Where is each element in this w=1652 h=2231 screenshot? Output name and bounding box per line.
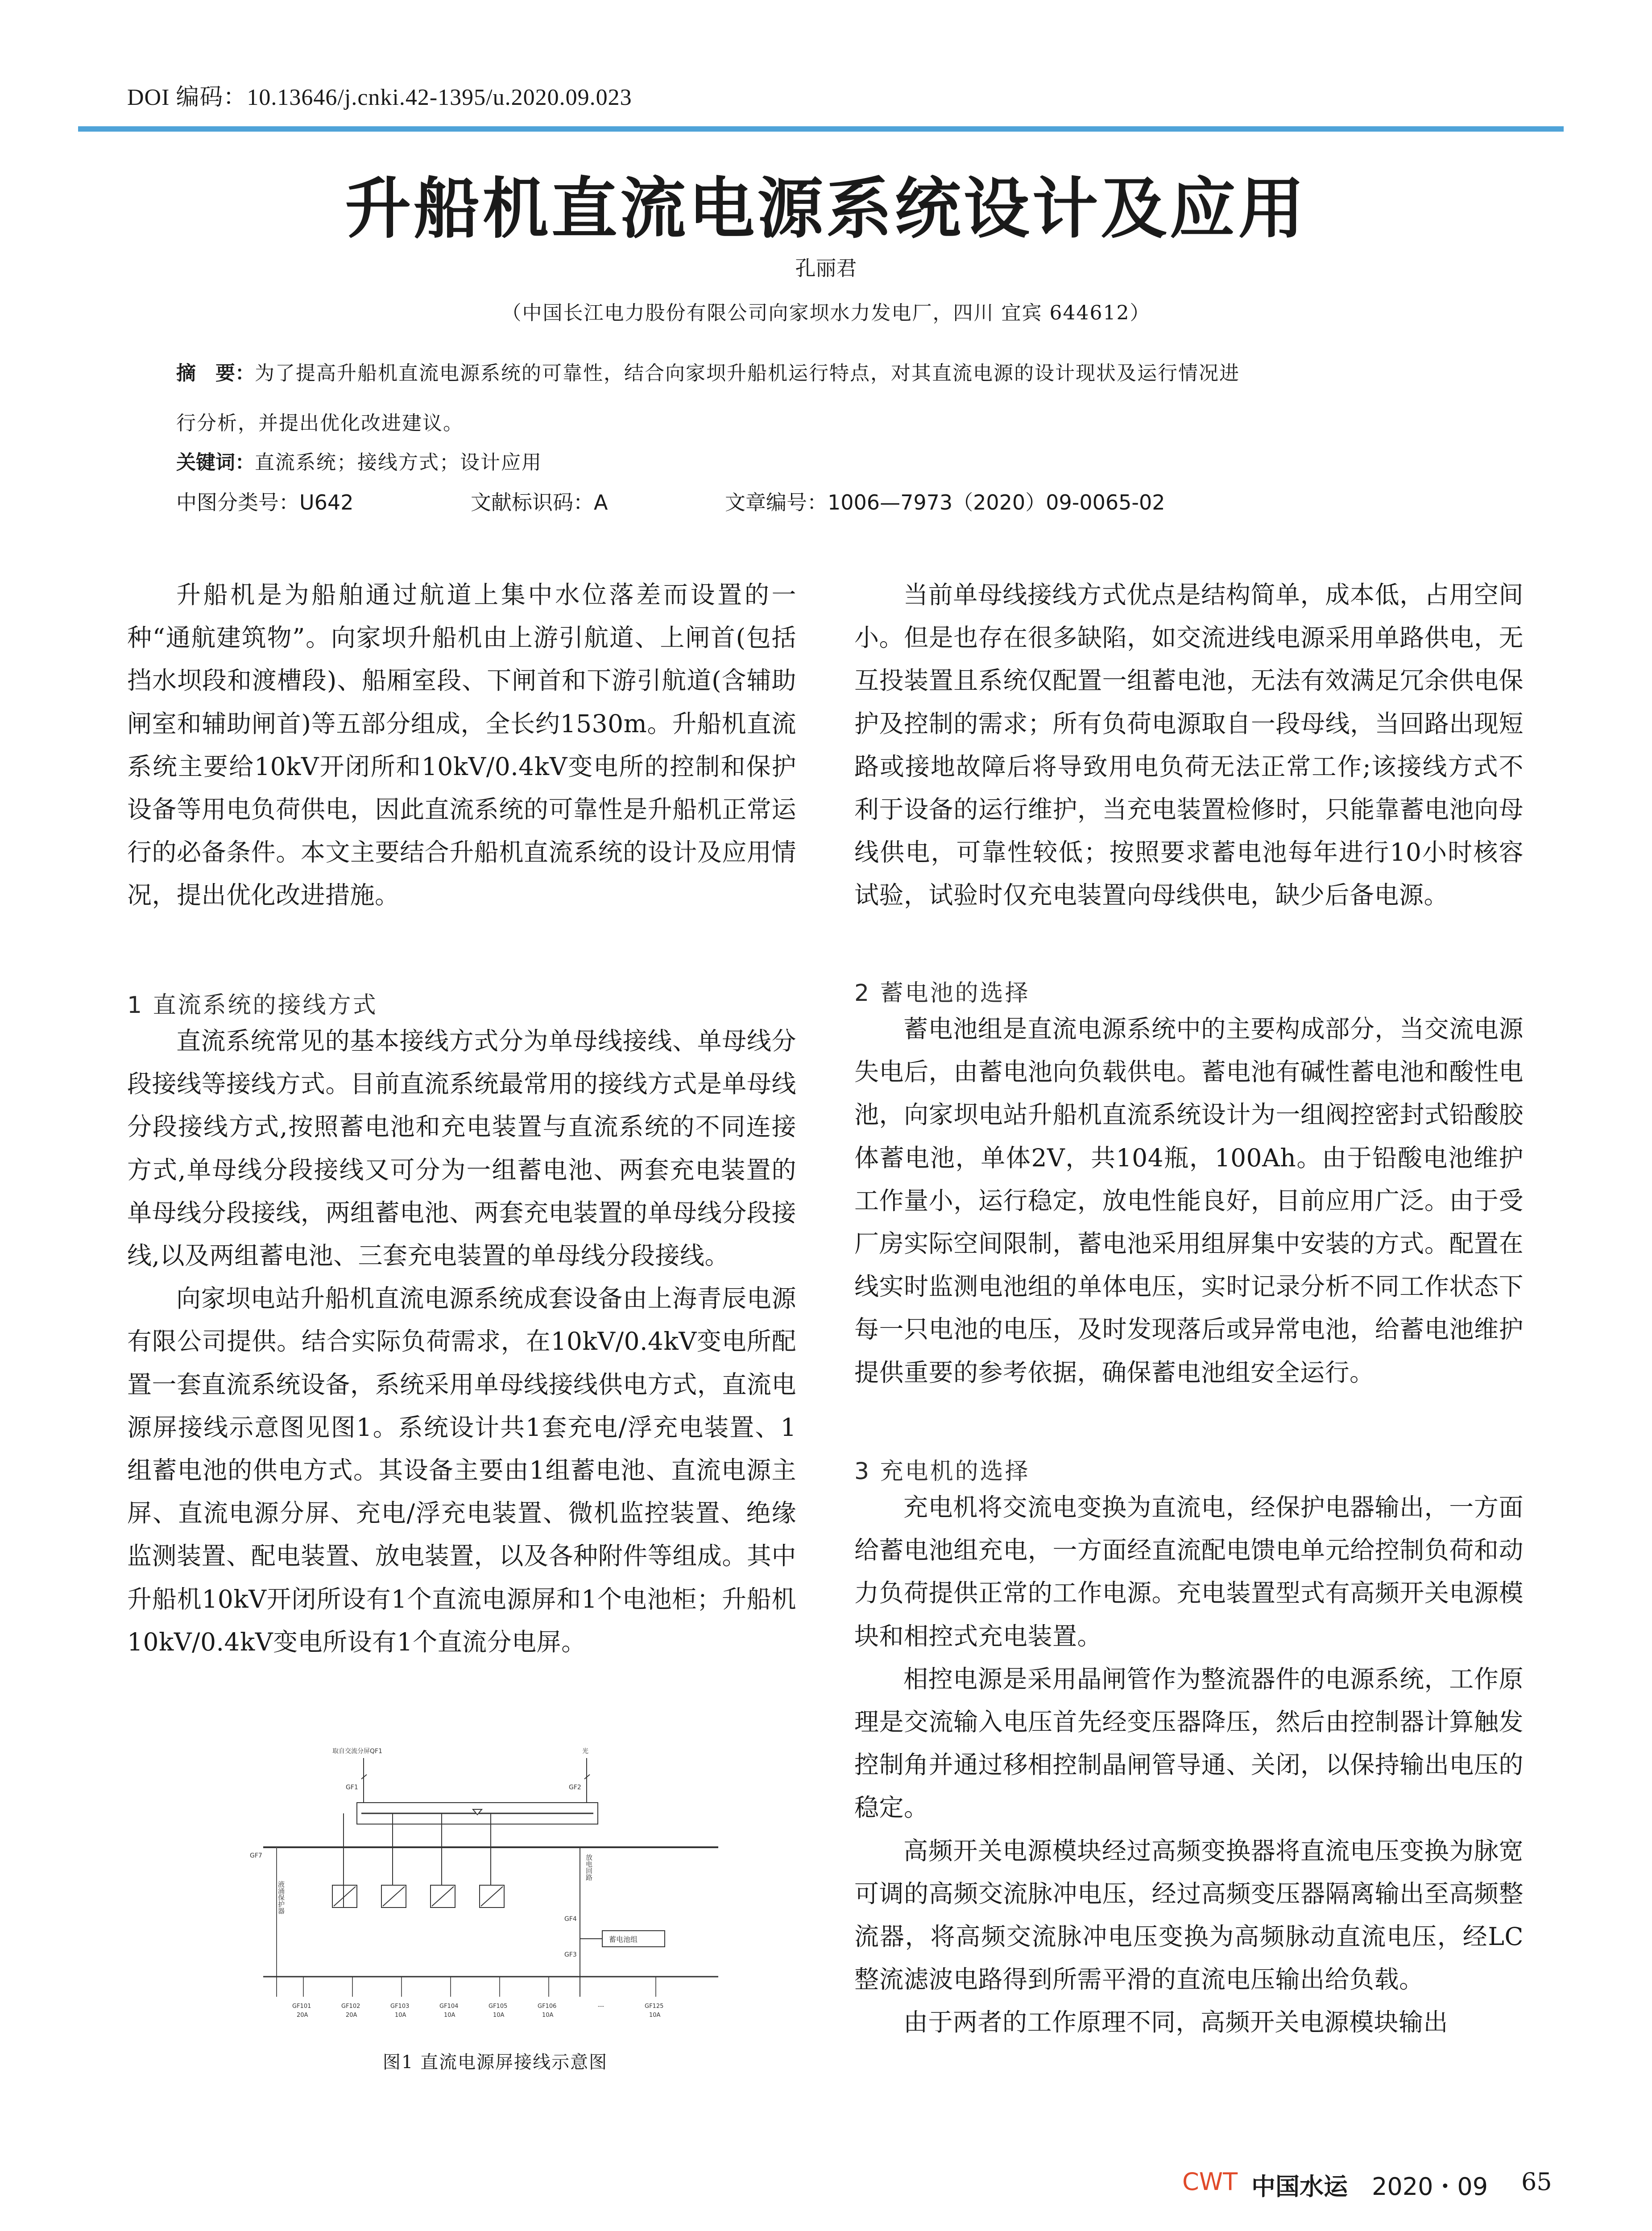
header-divider — [78, 126, 1564, 132]
breaker-rating: 10A — [542, 2012, 554, 2019]
doi-line: DOI 编码：10.13646/j.cnki.42-1395/u.2020.09.023 — [127, 85, 632, 110]
section-1-heading: 1 直流系统的接线方式 — [127, 992, 378, 1019]
single-bus-paragraph: 当前单母线接线方式优点是结构简单，成本低，占用空间小。但是也存在很多缺陷，如交流进线电源采用单路供电，无互投装置且系统仅配置一组蓄电池，无法有效满足冗余供电保护及控制的需求；所有负荷电源取自一段母线，当回路出现短路或接地故障后将导致用电负荷无法正常工作;该接线方式不利于设备的运行维护，当充电装置检修时，只能靠蓄电池向母线供电，可靠性较低；按照要求蓄电池每年进行10小时核容试验，试验时仅充电装置向母线供电，缺少后备电源。 — [854, 581, 1524, 910]
feeder-labels — [292, 2003, 663, 2019]
section-1-paragraph-2: 向家坝电站升船机直流电源系统成套设备由上海青辰电源有限公司提供。结合实际负荷需求，在10kV/0.4kV变电所配置一套直流系统设备，系统采用单母线接线供电方式，直流电源屏接线示意图见图1。系统设计共1套充电/浮充电装置、1组蓄电池的供电方式。其设备主要由1组蓄电池、直流电源主屏、直流电源分屏、充电/浮充电装置、微机监控装置、绝缘监测装置、配电装置、放电装置，以及各种附件等组成。其中升船机10kV开闭所设有1个直流电源屏和1个电池柜；升船机10kV/0.4kV变电所设有1个直流分电屏。 — [127, 1284, 796, 1656]
breaker-name: GF101 — [292, 2003, 311, 2010]
breaker-name: GF125 — [645, 2003, 664, 2010]
section-3-paragraph-1: 充电机将交流电变换为直流电，经保护电器输出，一方面给蓄电池组充电，一方面经直流配电馈电单元给控制负荷和动力负荷提供正常的工作电源。充电装置型式有高频开关电源模块和相控式充电装置。 — [854, 1493, 1524, 1650]
footer-issue: 2020・09 — [1372, 2173, 1488, 2201]
charger-module-1 — [332, 1813, 357, 1908]
section-3-paragraph-4: 由于两者的工作原理不同，高频开关电源模块输出 — [903, 2008, 1449, 2037]
section-1-body — [127, 1020, 796, 1663]
section-2-heading: 2 蓄电池的选择 — [854, 980, 1030, 1007]
keywords-text: 直流系统；接线方式；设计应用 — [255, 451, 542, 474]
abstract-text-2: 行分析，并提出优化改进建议。 — [176, 412, 464, 435]
breaker-rating: 10A — [649, 2012, 661, 2019]
label-ac-source: 取自交流分屏QF1 — [332, 1748, 382, 1755]
keywords-label: 关键词： — [176, 451, 255, 474]
label-gf7: GF7 — [250, 1852, 262, 1859]
footer-magazine: 中国水运 — [1251, 2172, 1348, 2201]
abstract-label: 摘 要： — [176, 362, 255, 385]
clc-number: 中图分类号：U642 — [176, 490, 354, 514]
breaker-name: GF104 — [439, 2003, 459, 2010]
abstract-line-1 — [176, 357, 1240, 386]
breaker-ellipsis: --- — [598, 2003, 604, 2010]
feeder-drops — [303, 1977, 656, 1997]
section-2-paragraph-1: 蓄电池组是直流电源系统中的主要构成部分，当交流电源失电后，由蓄电池向负载供电。蓄电池有碱性蓄电池和酸性电池，向家坝电站升船机直流系统设计为一组阀控密封式铅酸胶体蓄电池，单体2V，共104瓶，100Ah。由于铅酸电池维护工作量小，运行稳定，放电性能良好，目前应用广泛。由于受厂房实际空间限制，蓄电池采用组屏集中安装的方式。配置在线实时监测电池组的单体电压，实时记录分析不同工作状态下每一只电池的电压，及时发现落后或异常电池，给蓄电池维护提供重要的参考依据，确保蓄电池组安全运行。 — [854, 1015, 1524, 1387]
wiring-diagram — [236, 1747, 749, 2024]
label-protector: 液涌保护器 — [277, 1881, 285, 1914]
cwt-mark: CWT — [1182, 2168, 1238, 2196]
charger-module-3 — [431, 1813, 455, 1908]
footer-logo-cwt — [1182, 2168, 1238, 2196]
label-gf2: GF2 — [569, 1784, 581, 1791]
intro-paragraph: 升船机是为船舶通过航道上集中水位落差而设置的一种“通航建筑物”。向家坝升船机由上游引航道、上闸首(包括挡水坝段和渡槽段)、船厢室段、下闸首和下游引航道(含辅助闸室和辅助闸首)等五部分组成，全长约1530m。升船机直流系统主要给10kV开闭所和10kV/0.4kV变电所的控制和保护设备等用电负荷供电，因此直流系统的可靠性是升船机正常运行的必备条件。本文主要结合升船机直流系统的设计及应用情况，提出优化改进措施。 — [127, 581, 796, 910]
section-2-body — [854, 1008, 1524, 1394]
keywords-line — [176, 446, 542, 475]
breaker-name: GF102 — [341, 2003, 360, 2010]
breaker-rating: 20A — [346, 2012, 357, 2019]
section-3-heading: 3 充电机的选择 — [854, 1458, 1030, 1485]
label-battery: 蓄电池组 — [609, 1935, 638, 1944]
page-number: 65 — [1521, 2168, 1552, 2196]
label-gf3: GF3 — [564, 1951, 577, 1958]
doc-code: 文献标识码：A — [471, 490, 608, 514]
article-number: 文章编号：1006—7973（2020）09-0065-02 — [725, 490, 1165, 514]
breaker-rating: 10A — [395, 2012, 406, 2019]
author-name: 孔丽君 — [795, 256, 857, 280]
breaker-rating: 10A — [444, 2012, 455, 2019]
abstract-text-1: 为了提高升船机直流电源系统的可靠性，结合向家坝升船机运行特点，对其直流电源的设计现状及运行情况进 — [255, 362, 1240, 385]
label-discharge: 放电回路 — [585, 1854, 593, 1881]
breaker-rating: 20A — [297, 2012, 308, 2019]
breaker-rating: 10A — [493, 2012, 505, 2019]
figure-caption: 图1 直流电源屏接线示意图 — [382, 2052, 608, 2073]
charger-module-4 — [480, 1813, 504, 1908]
section-1-paragraph-1: 直流系统常见的基本接线方式分为单母线接线、单母线分段接线等接线方式。目前直流系统最常用的接线方式是单母线分段接线方式,按照蓄电池和充电装置与直流系统的不同连接方式,单母线分段接线又可分为一组蓄电池、两套充电装置的单母线分段接线，两组蓄电池、两套充电装置的单母线分段接线,以及两组蓄电池、三套充电装置的单母线分段接线。 — [127, 1027, 796, 1270]
breaker-name: GF105 — [489, 2003, 508, 2010]
label-gf4: GF4 — [564, 1916, 577, 1923]
right-column-top — [854, 573, 1524, 917]
charger-module-2 — [381, 1813, 406, 1908]
affiliation: （中国长江电力股份有限公司向家坝水力发电厂，四川 宜宾 644612） — [501, 302, 1151, 324]
label-top-right: 光 — [582, 1748, 588, 1755]
article-title: 升船机直流电源系统设计及应用 — [345, 170, 1307, 247]
breaker-name: GF106 — [538, 2003, 557, 2010]
section-3-paragraph-2: 相控电源是采用晶闸管作为整流器件的电源系统，工作原理是交流输入电压首先经变压器降压，然后由控制器计算触发控制角并通过移相控制晶闸管导通、关闭，以保持输出电压的稳定。 — [854, 1664, 1524, 1822]
breaker-name: GF103 — [390, 2003, 410, 2010]
section-3-body — [854, 1486, 1524, 2044]
section-3-paragraph-3: 高频开关电源模块经过高频变换器将直流电压变换为脉宽可调的高频交流脉冲电压，经过高频变压器隔离输出至高频整流器，将高频交流脉冲电压变换为高频脉动直流电压，经LC整流滤波电路得到所需平滑的直流电压输出给负载。 — [854, 1836, 1524, 1994]
label-gf1: GF1 — [346, 1784, 358, 1791]
left-column — [127, 573, 796, 917]
